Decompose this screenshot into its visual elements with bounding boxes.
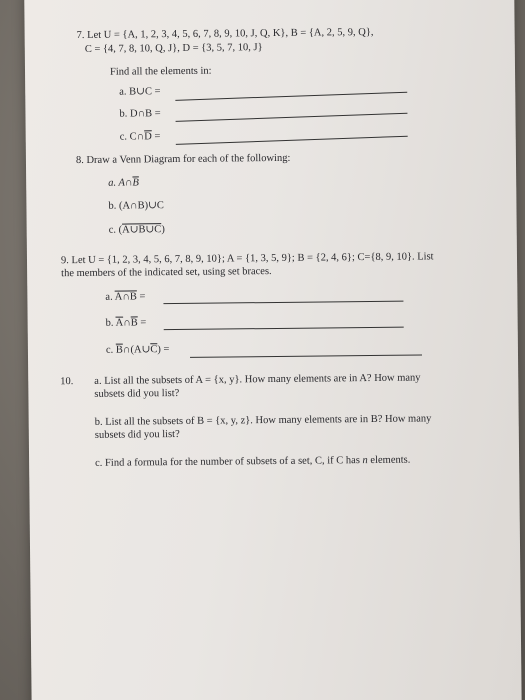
q9c-suffix: ) = <box>157 344 170 356</box>
q10c-variable: n <box>362 455 368 467</box>
worksheet-page <box>24 0 522 700</box>
q10-number: 10. <box>60 376 74 388</box>
q9b-prefix: b. <box>105 317 116 329</box>
q10b-line1: b. List all the subsets of B = {x, y, z}. How many elements are in B? How many <box>94 413 432 428</box>
q7-instruction: Find all the elements in: <box>109 65 212 78</box>
q9c-complement-c: $\overline{C}$ <box>150 344 158 356</box>
q9a-label <box>105 291 145 304</box>
q7b-label: b. D∩B = <box>119 108 161 120</box>
q7c-suffix: = <box>151 131 161 143</box>
q9a-suffix: = <box>136 291 146 303</box>
q9a-prefix: a. <box>105 291 115 303</box>
q9b-complement-b: $\overline{B}$ <box>130 317 138 329</box>
q9a-complement: A∩B <box>114 291 137 303</box>
q9b-complement-a: $\overline{A}$ <box>115 317 124 329</box>
q10a-line2: subsets did you list? <box>94 387 180 400</box>
q8c-prefix: c. ( <box>108 224 123 236</box>
q10c-suffix: elements. <box>367 454 411 467</box>
q7c-prefix: c. C∩ <box>119 131 145 143</box>
q9b-suffix: = <box>137 317 147 329</box>
q7c-answer-line[interactable] <box>176 136 408 145</box>
q8c-label <box>109 224 165 237</box>
q9c-operator: ∩(A∪ <box>122 344 151 356</box>
q10c-label <box>95 455 410 471</box>
q10c-text: c. Find a formula for the number of subsets of a set, C, if C has <box>95 455 363 469</box>
q10b-line2: subsets did you list? <box>94 428 180 441</box>
q9c-answer-line[interactable] <box>190 354 422 357</box>
q9b-operator: ∩ <box>123 317 131 329</box>
q9b-answer-line[interactable] <box>164 327 404 331</box>
q9-line2: the members of the indicated set, using set braces. <box>61 266 272 280</box>
q10a-line1: a. List all the subsets of A = {x, y}. How many elements are in A? How many <box>94 372 421 387</box>
q7a-answer-line[interactable] <box>175 92 407 101</box>
q7c-complement: $\overline{D}$ <box>144 131 152 143</box>
q8-instruction: 8. Draw a Venn Diagram for each of the following: <box>75 152 291 167</box>
q8c-suffix: ) <box>161 224 165 236</box>
q9c-label <box>106 344 170 357</box>
q7-line1: 7. Let U = {A, 1, 2, 3, 4, 5, 6, 7, 8, 9, 10, J, Q, K}, B = {A, 2, 5, 9, Q}, <box>76 26 374 42</box>
q7c-label <box>120 131 161 144</box>
q7-line2: C = {4, 7, 8, 10, Q, J}, D = {3, 5, 7, 10, J} <box>84 42 263 55</box>
q9-line1: 9. Let U = {1, 2, 3, 4, 5, 6, 7, 8, 9, 10}; A = {1, 3, 5, 9}; B = {2, 4, 6}; C={8, 9, 10}. List <box>60 251 434 267</box>
q9c-complement-b: $\overline{B}$ <box>115 344 123 356</box>
q7a-label: a. B∪C = <box>119 86 161 98</box>
q8a-complement: $\overline{B}$ <box>132 177 139 189</box>
q9a-answer-line[interactable] <box>163 301 403 305</box>
q8a-prefix: a. A∩ <box>108 177 133 189</box>
q9c-prefix: c. <box>105 344 116 356</box>
q8c-complement: A∪B∪C <box>122 224 162 236</box>
q8a-label <box>108 177 139 190</box>
q7b-answer-line[interactable] <box>176 113 408 122</box>
q8b-label: b. (A∩B)∪C <box>108 200 164 212</box>
q9b-label <box>106 317 147 330</box>
